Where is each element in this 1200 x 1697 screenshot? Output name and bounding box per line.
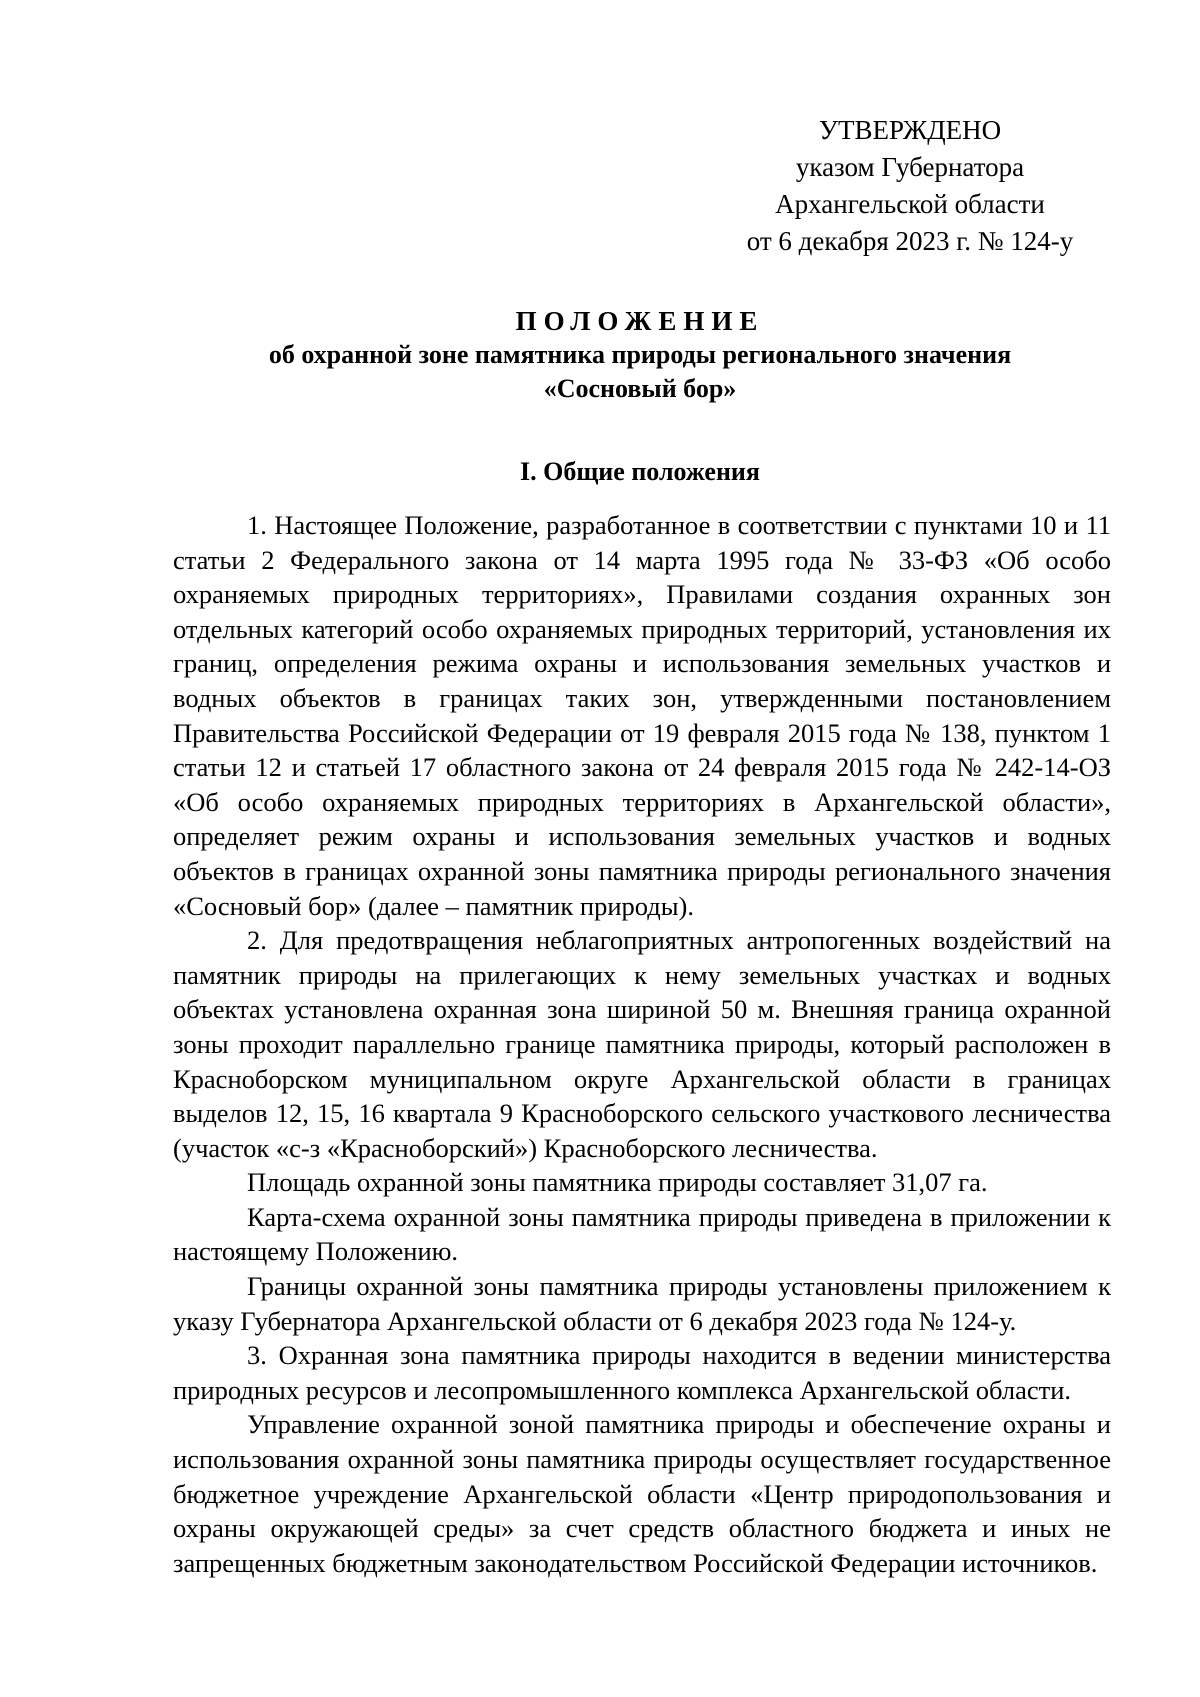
- paragraph-2: 2. Для предотвращения неблагоприятных антропогенных воздействий на памятник природы на прилегающих к нему земельных участках и водных объектах установлена охранная зона шириной 50 м. Внешняя граница охранной зоны проходит параллельно границе памятника природы, который расположен в Красноборском муниципальном округе Архангельской области в границах выделов 12, 15, 16 квартала 9 Красноборского сельского участкового лесничества (участок «с-з «Красноборский») Красноборского лесничества.: [173, 925, 1111, 1163]
- approval-stamp: [700, 112, 1120, 260]
- approval-line-decree: указом Губернатора: [795, 152, 1025, 182]
- paragraph-3: 3. Охранная зона памятника природы находится в ведении министерства природных ресурсов и лесопромышленного комплекса Архангельской области.: [173, 1340, 1111, 1405]
- paragraph-management: Управление охранной зоной памятника природы и обеспечение охраны и использования охранной зоны памятника природы осуществляет государственное бюджетное учреждение Архангельской области «Центр природопользования и охраны окружающей среды» за счет средств областного бюджета и иных не запрещенных бюджетным законодательством Российской Федерации источников.: [173, 1409, 1111, 1578]
- section-heading: I. Общие положения: [520, 457, 760, 486]
- paragraph-borders: Границы охранной зоны памятника природы установлены приложением к указу Губернатора Архангельской области от 6 декабря 2023 года № 124-у.: [173, 1271, 1111, 1336]
- approval-line-date: от 6 декабря 2023 г. № 124-у: [746, 226, 1074, 256]
- title-word: ПОЛОЖЕНИЕ: [515, 306, 765, 336]
- title-name: «Сосновый бор»: [543, 374, 737, 403]
- paragraph-map: Карта-схема охранной зоны памятника природы приведена в приложении к настоящему Положению.: [173, 1201, 1111, 1267]
- paragraph-1: 1. Настоящее Положение, разработанное в соответствии с пунктами 10 и 11 статьи 2 Федерального закона от 14 марта 1995 года № 33-ФЗ «Об особо охраняемых природных территориях», Правилами создания охранных зон отдельных категорий особо охраняемых природных территорий, установления их границ, определения режима охраны и использования земельных участков и водных объектов в границах таких зон, утвержденными постановлением Правительства Российской Федерации от 19 февраля 2015 года № 138, пунктом 1 статьи 12 и статьей 17 областного закона от 24 февраля 2015 года № 242-14-ОЗ «Об особо охраняемых природных территориях в Архангельской области», определяет режим охраны и использования земельных участков и водных объектов в границах охранной зоны памятника природы регионального значения «Сосновый бор» (далее – памятник природы).: [173, 510, 1111, 921]
- document-title: [170, 304, 1110, 406]
- approval-line-region: Архангельской области: [775, 189, 1045, 219]
- title-subject: об охранной зоне памятника природы регионального значения: [268, 340, 1012, 369]
- document-body: [173, 508, 1111, 1580]
- approval-line-approved: УТВЕРЖДЕНО: [818, 115, 1002, 145]
- paragraph-area: Площадь охранной зоны памятника природы составляет 31,07 га.: [247, 1167, 988, 1198]
